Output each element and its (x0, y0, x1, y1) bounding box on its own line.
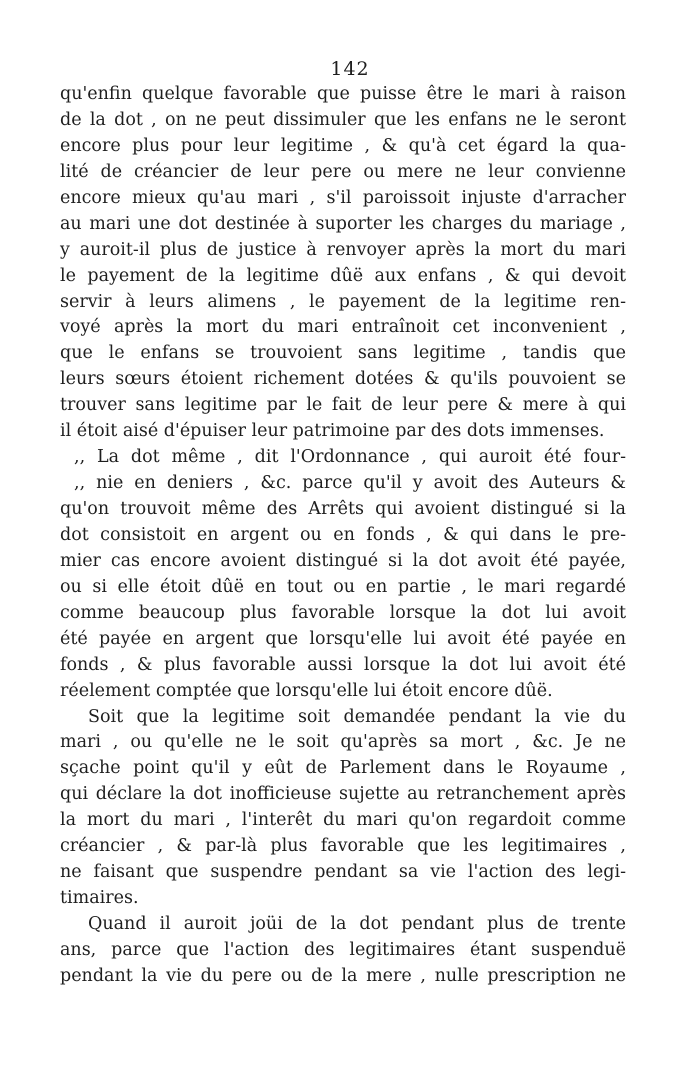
text-line: comme beaucoup plus favorable lorsque la dot lui avoit (60, 602, 626, 623)
text-line: ,, nie en deniers , &c. parce qu'il y avoit des Auteurs & (74, 473, 626, 494)
text-line: qui déclare la dot inofficieuse sujette au retranchement après (60, 784, 626, 805)
text-line: leurs sœurs étoient richement dotées & qu'ils pouvoient se (60, 369, 626, 390)
text-line: ans, parce que l'action des legitimaires étant suspenduë (60, 939, 626, 960)
text-line: timaires. (60, 888, 139, 909)
text-line: voyé après la mort du mari entraînoit cet inconvenient , (60, 317, 626, 338)
text-line: servir à leurs alimens , le payement de la legitime ren- (60, 291, 626, 312)
text-line: que le enfans se trouvoient sans legitime , tandis que (60, 343, 626, 364)
text-line: qu'on trouvoit même des Arrêts qui avoient distingué si la (60, 499, 626, 519)
text-line: y auroit-il plus de justice à renvoyer après la mort du mari (60, 239, 626, 260)
text-line: été payée en argent que lorsqu'elle lui avoit été payée en (60, 628, 626, 649)
text-line: créancier , & par-là plus favorable que les legitimaires , (60, 836, 626, 857)
text-line: lité de créancier de leur pere ou mere ne leur convienne (60, 161, 626, 182)
text-line: réelement comptée que lorsqu'elle lui étoit encore dûë. (60, 680, 553, 701)
text-line: pendant la vie du pere ou de la mere , nulle prescription ne (60, 965, 626, 986)
text-line: trouver sans legitime par le fait de leur pere & mere à qui (60, 395, 626, 416)
text-line: la mort du mari , l'interêt du mari qu'on regardoit comme (60, 810, 626, 831)
text-line: Quand il auroit joüi de la dot pendant plus de trente (88, 914, 626, 934)
text-line: Soit que la legitime soit demandée pendant la vie du (88, 706, 626, 727)
text-line: ,, La dot même , dit l'Ordonnance , qui auroit été four- (74, 447, 626, 468)
text-line: sçache point qu'il y eût de Parlement dans le Royaume , (60, 758, 626, 779)
text-line: encore plus pour leur legitime , & qu'à cet égard la qua- (60, 135, 626, 156)
text-line: qu'enfin quelque favorable que puisse être le mari à raison (60, 84, 626, 104)
text-line: de la dot , on ne peut dissimuler que les enfans ne le seront (60, 109, 626, 130)
text-line: au mari une dot destinée à suporter les charges du mariage , (60, 213, 626, 234)
text-line: fonds , & plus favorable aussi lorsque la dot lui avoit été (60, 654, 626, 675)
text-line: ne faisant que suspendre pendant sa vie l'action des legi- (60, 862, 626, 883)
text-line: ou si elle étoit dûë en tout ou en partie , le mari regardé (60, 576, 626, 597)
text-line: il étoit aisé d'épuiser leur patrimoine par des dots immenses. (60, 421, 605, 442)
page-number: 142 (330, 58, 370, 80)
body-text (60, 82, 626, 990)
text-line: le payement de la legitime dûë aux enfans , & qui devoit (60, 265, 626, 286)
text-line: mier cas encore avoient distingué si la dot avoit été payée, (60, 550, 626, 571)
text-line: mari , ou qu'elle ne le soit qu'après sa mort , &c. Je ne (60, 732, 626, 753)
text-line: encore mieux qu'au mari , s'il paroissoit injuste d'arracher (60, 187, 626, 208)
text-line: dot consistoit en argent ou en fonds , & qui dans le pre- (60, 524, 626, 545)
